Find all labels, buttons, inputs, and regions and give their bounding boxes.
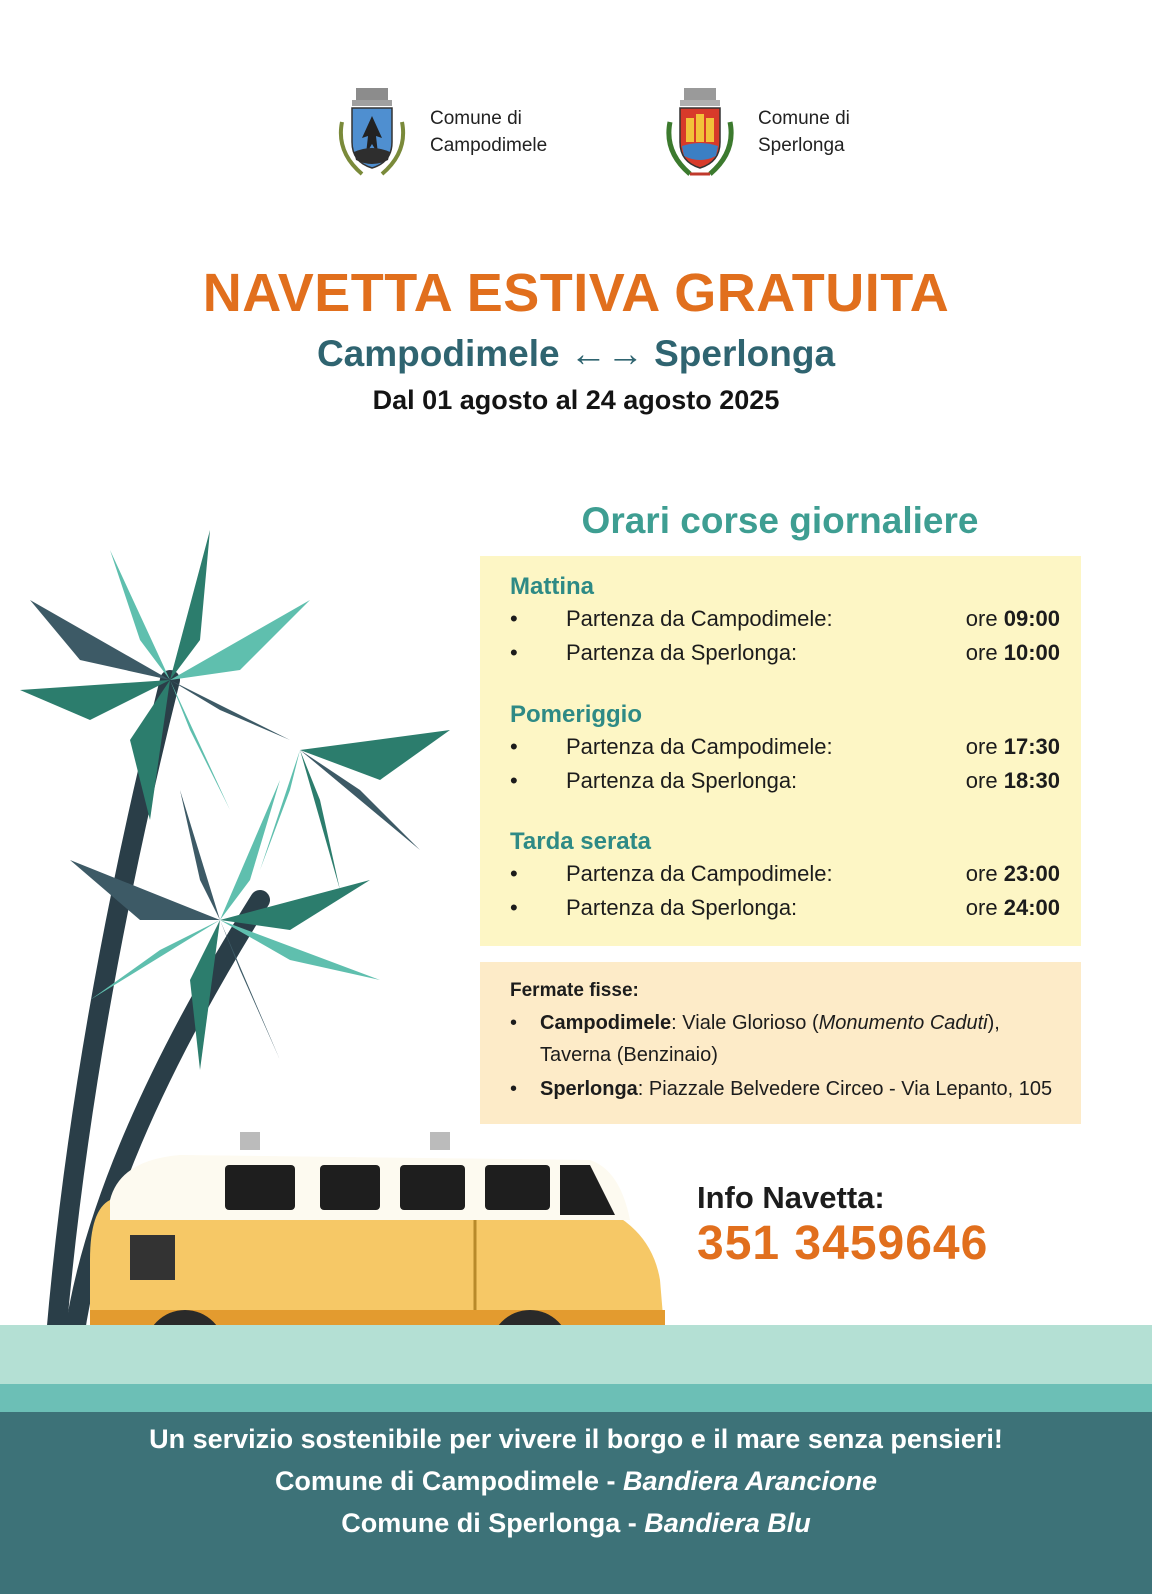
schedule-box [480,556,1081,946]
schedule-group-mattina [510,572,1060,670]
stop-campodimele-line2: Taverna (Benzinaio) [540,1044,718,1066]
schedule-row-time: ore 09:00 [965,606,1060,631]
schedule-row [510,636,1060,670]
schedule-row-label: Partenza da Sperlonga: [566,895,798,920]
palm-fronds [260,730,450,890]
schedule-row [510,764,1060,798]
sperlonga-crest-icon [660,82,740,182]
schedule-row [510,857,1060,891]
bullet: • [510,734,518,759]
schedule-group-title: Mattina [510,573,594,600]
stop-campodimele: • Campodimele: Viale Glorioso (Monumento Caduti), [510,1008,1070,1038]
schedule-row-label: Partenza da Campodimele: [566,606,833,631]
schedule-row [510,730,1060,764]
date-range: Dal 01 agosto al 24 agosto 2025 [372,385,780,415]
stop-sperlonga: • Sperlonga: Piazzale Belvedere Circeo - Via Lepanto, 105 [510,1074,1070,1104]
footer-slogan: Un servizio sostenibile per vivere il borgo e il mare senza pensieri! [149,1424,1003,1454]
stop-campodimele-name: Campodimele [540,1012,672,1034]
footer-campodimele: Comune di Campodimele - Bandiera Arancione [274,1466,878,1496]
info-label: Info Navetta: [697,1180,885,1215]
bullet: • [510,768,518,793]
logo-sperlonga [660,82,850,182]
footer-band [0,1412,1152,1594]
bullet: • [510,606,518,631]
info-phone-number[interactable]: 351 3459646 [697,1217,989,1270]
schedule-row-time: ore 18:30 [965,768,1060,793]
schedule-group-pomeriggio [510,700,1060,798]
schedule-group-title: Pomeriggio [510,701,643,728]
bullet: • [510,1078,518,1100]
schedule-row-label: Partenza da Campodimele: [566,734,833,759]
stop-sperlonga-name: Sperlonga [540,1078,638,1100]
footer-sperlonga: Comune di Sperlonga - Bandiera Blu [341,1508,811,1538]
schedule-row-time: ore 17:30 [965,734,1060,759]
schedule-group-title: Tarda serata [510,828,651,855]
bullet: • [510,861,518,886]
schedule-row-time: ore 10:00 [965,640,1060,665]
stops-title: Fermate fisse: [510,980,639,1001]
logo-sperlonga-line1: Comune di [758,108,850,129]
campodimele-crest-icon [332,82,412,182]
schedule-row-time: ore 24:00 [965,895,1060,920]
schedule-row-label: Partenza da Campodimele: [566,861,833,886]
sea-band-light [0,1325,1152,1385]
logo-campodimele-line2: Campodimele [430,135,548,156]
sea-band-mid [0,1384,1152,1412]
bullet: • [510,895,518,920]
bullet: • [510,1012,518,1034]
schedule-row-label: Partenza da Sperlonga: [566,640,798,665]
logo-campodimele-line1: Comune di [430,108,522,129]
schedule-row [510,891,1060,925]
schedule-heading: Orari corse giornaliere [581,500,979,541]
page-title: NAVETTA ESTIVA GRATUITA [202,263,950,323]
stops-box [480,962,1081,1124]
bullet: • [510,640,518,665]
schedule-row-label: Partenza da Sperlonga: [566,768,798,793]
logo-sperlonga-line2: Sperlonga [758,135,845,156]
route-subtitle: Campodimele ←→ Sperlonga [316,333,836,374]
logo-campodimele [332,82,547,182]
schedule-group-tarda-serata [510,827,1060,925]
schedule-row-time: ore 23:00 [965,861,1060,886]
schedule-row [510,602,1060,636]
